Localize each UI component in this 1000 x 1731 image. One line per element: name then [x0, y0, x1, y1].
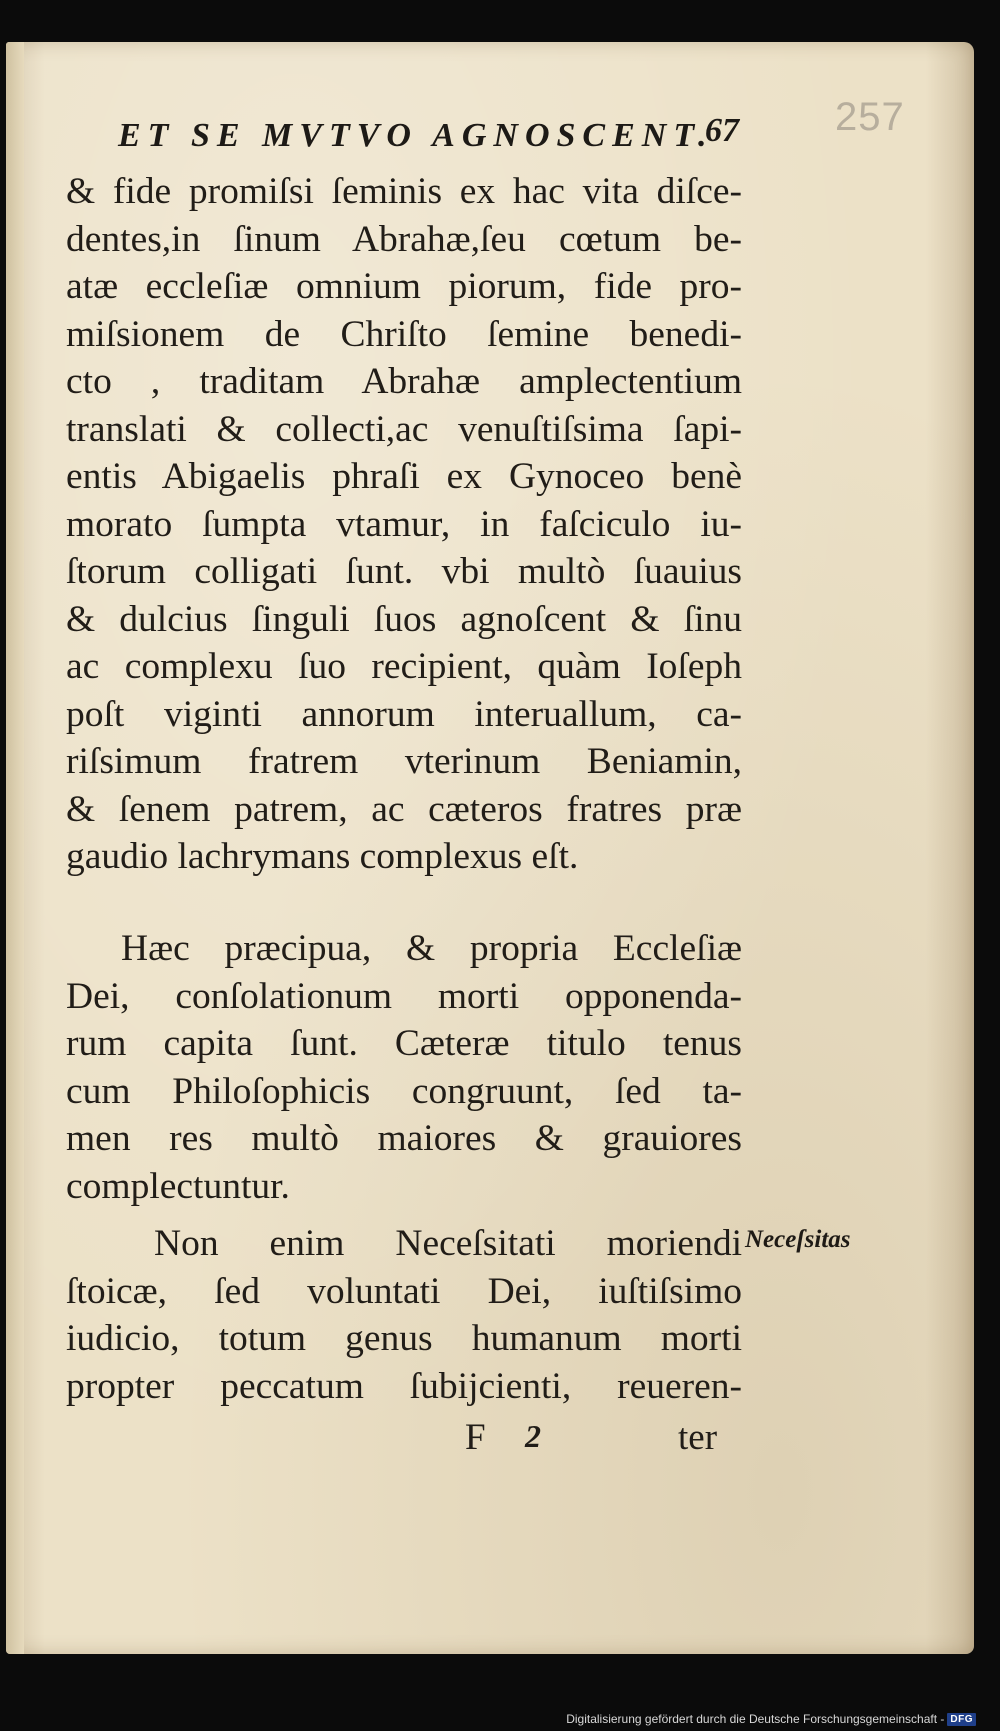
text-line: rum capita ſunt. Cæteræ titulo tenus	[66, 1023, 742, 1064]
text-line: & ſenem patrem, ac cæteros fratres præ	[66, 788, 742, 830]
running-head: ET SE MVTVO AGNOSCENT.	[118, 117, 714, 154]
text-line: entis Abigaelis phraſi ex Gynoceo benè	[66, 456, 742, 497]
signature-number: 2	[525, 1418, 541, 1454]
paragraph-2	[66, 925, 742, 1210]
text-line: men res multò maiores & grauiores	[66, 1118, 742, 1159]
text-line: Non enim Neceſsitati moriendi	[154, 1223, 742, 1264]
page-edge	[6, 42, 24, 1654]
pencil-folio-number: 257	[835, 95, 905, 139]
text-line: Dei, conſolationum morti opponenda-	[66, 975, 742, 1017]
digitization-credit	[566, 1712, 976, 1726]
text-line: iudicio, totum genus humanum morti	[66, 1318, 742, 1359]
paragraph-1	[66, 168, 742, 881]
text-line: ac complexu ſuo recipient, quàm Ioſeph	[66, 646, 742, 687]
text-line: gaudio lachrymans complexus eſt.	[66, 836, 579, 877]
text-line: translati & collecti,ac venuſtiſsima ſapi-	[66, 408, 742, 450]
text-line: morato ſumpta vtamur, in faſciculo iu-	[66, 503, 742, 545]
text-line: riſsimum fratrem vterinum Beniamin,	[66, 741, 742, 782]
margin-note: Neceſsitas	[745, 1226, 851, 1253]
text-line: poſt viginti annorum interuallum, ca-	[66, 693, 742, 735]
text-line: atæ eccleſiæ omnium piorum, fide pro-	[66, 266, 742, 307]
text-line: Hæc præcipua, & propria Eccleſiæ	[121, 928, 742, 969]
dfg-logo-icon: DFG	[947, 1713, 976, 1726]
text-line: propter peccatum ſubijcienti, reueren-	[66, 1365, 742, 1407]
text-line: cto , traditam Abrahæ amplectentium	[66, 361, 742, 402]
text-line: ſtorum colligati ſunt. vbi multò ſuauius	[66, 551, 742, 592]
page-number: 67	[705, 112, 739, 149]
text-line: miſsionem de Chriſto ſemine benedi-	[66, 313, 742, 355]
text-line: & dulcius ſinguli ſuos agnoſcent & ſinu	[66, 598, 742, 640]
text-line: cum Philoſophicis congruunt, ſed ta-	[66, 1070, 742, 1112]
text-line: ſtoicæ, ſed voluntati Dei, iuſtiſsimo	[66, 1270, 742, 1312]
text-line: & fide promiſsi ſeminis ex hac vita diſce-	[66, 171, 742, 212]
text-line: dentes,in ſinum Abrahæ,ſeu cœtum be-	[66, 218, 742, 260]
signature-mark: F	[465, 1417, 486, 1458]
catchword: ter	[678, 1417, 718, 1458]
paragraph-3	[66, 1220, 742, 1410]
text-line: complectuntur.	[66, 1165, 290, 1207]
credit-text: Digitalisierung gefördert durch die Deutsche Forschungsgemeinschaft -	[566, 1712, 945, 1726]
